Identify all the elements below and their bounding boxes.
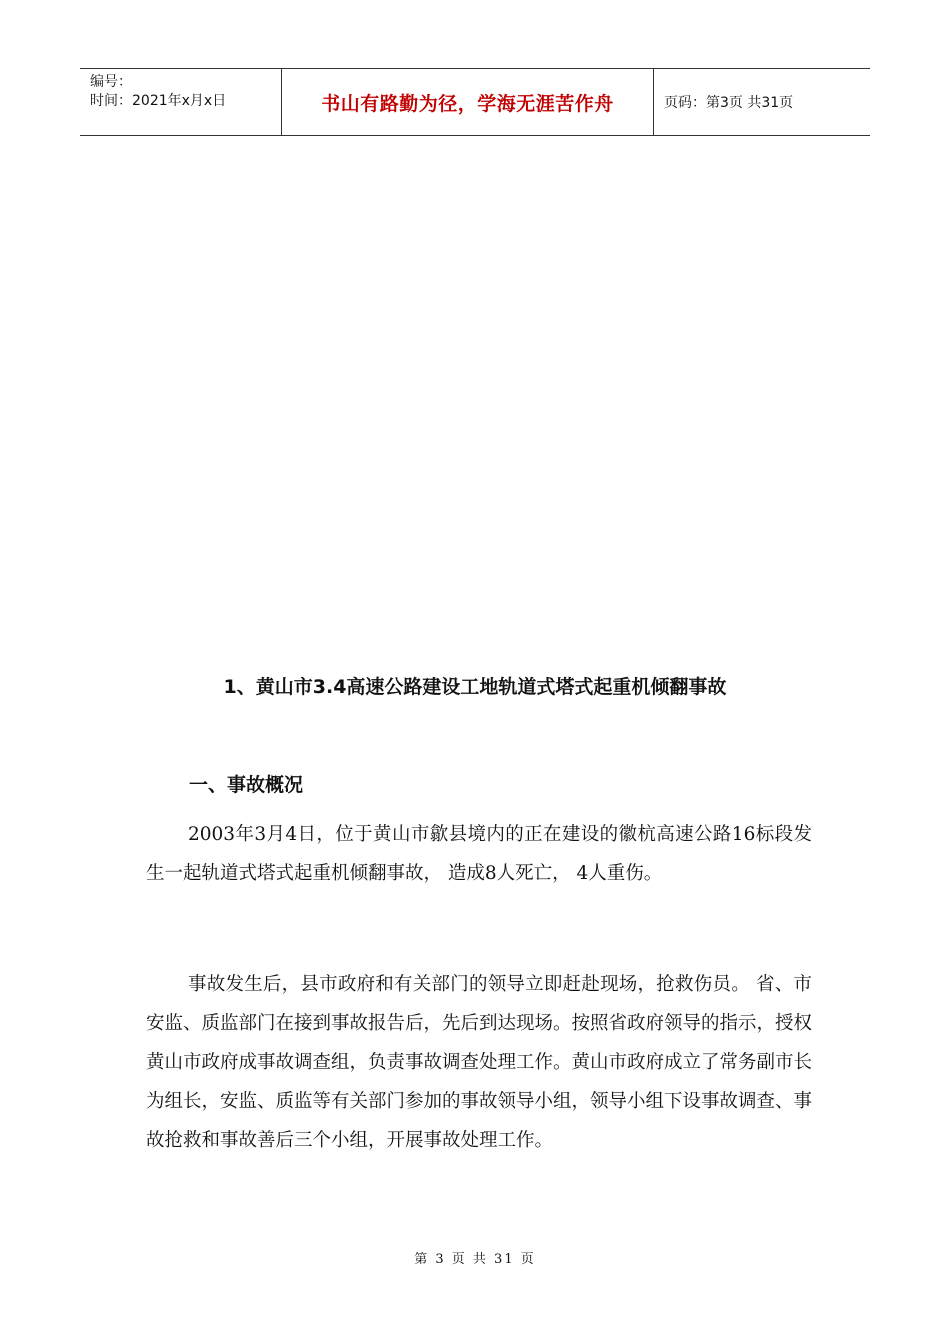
- document-number-label: 编号：: [90, 74, 132, 90]
- section-heading: 一、事故概况: [189, 774, 304, 796]
- body-paragraph-2: 事故发生后，县市政府和有关部门的领导立即赶赴现场，抢救伤员。 省、市安监、质监部门在接到事故报告后，先后到达现场。按照省政府领导的指示，授权黄山市政府成事故调查组，负责事故调查处理工作。黄山市政府成立了常务副市长为组长，安监、质监等有关部门参加的事故领导小组，领导小组下设事故调查、事故抢救和事故善后三个小组，开展事故处理工作。: [146, 974, 813, 1151]
- header-motto: 书山有路勤为径，学海无涯苦作舟: [281, 69, 654, 135]
- page-header: [80, 68, 870, 136]
- body-paragraph-1: 2003年3月4日，位于黄山市歙县境内的正在建设的徽杭高速公路16标段发生一起轨道式塔式起重机倾翻事故， 造成8人死亡， 4人重伤。: [146, 824, 812, 884]
- document-time-label: 时间：2021年x月x日: [90, 93, 227, 109]
- document-title: 1、黄山市3.4高速公路建设工地轨道式塔式起重机倾翻事故: [223, 676, 727, 698]
- header-meta: [80, 69, 281, 135]
- header-page-info: 页码：第3页 共31页: [664, 95, 794, 111]
- page-footer: 第 3 页 共 31 页: [414, 1252, 536, 1267]
